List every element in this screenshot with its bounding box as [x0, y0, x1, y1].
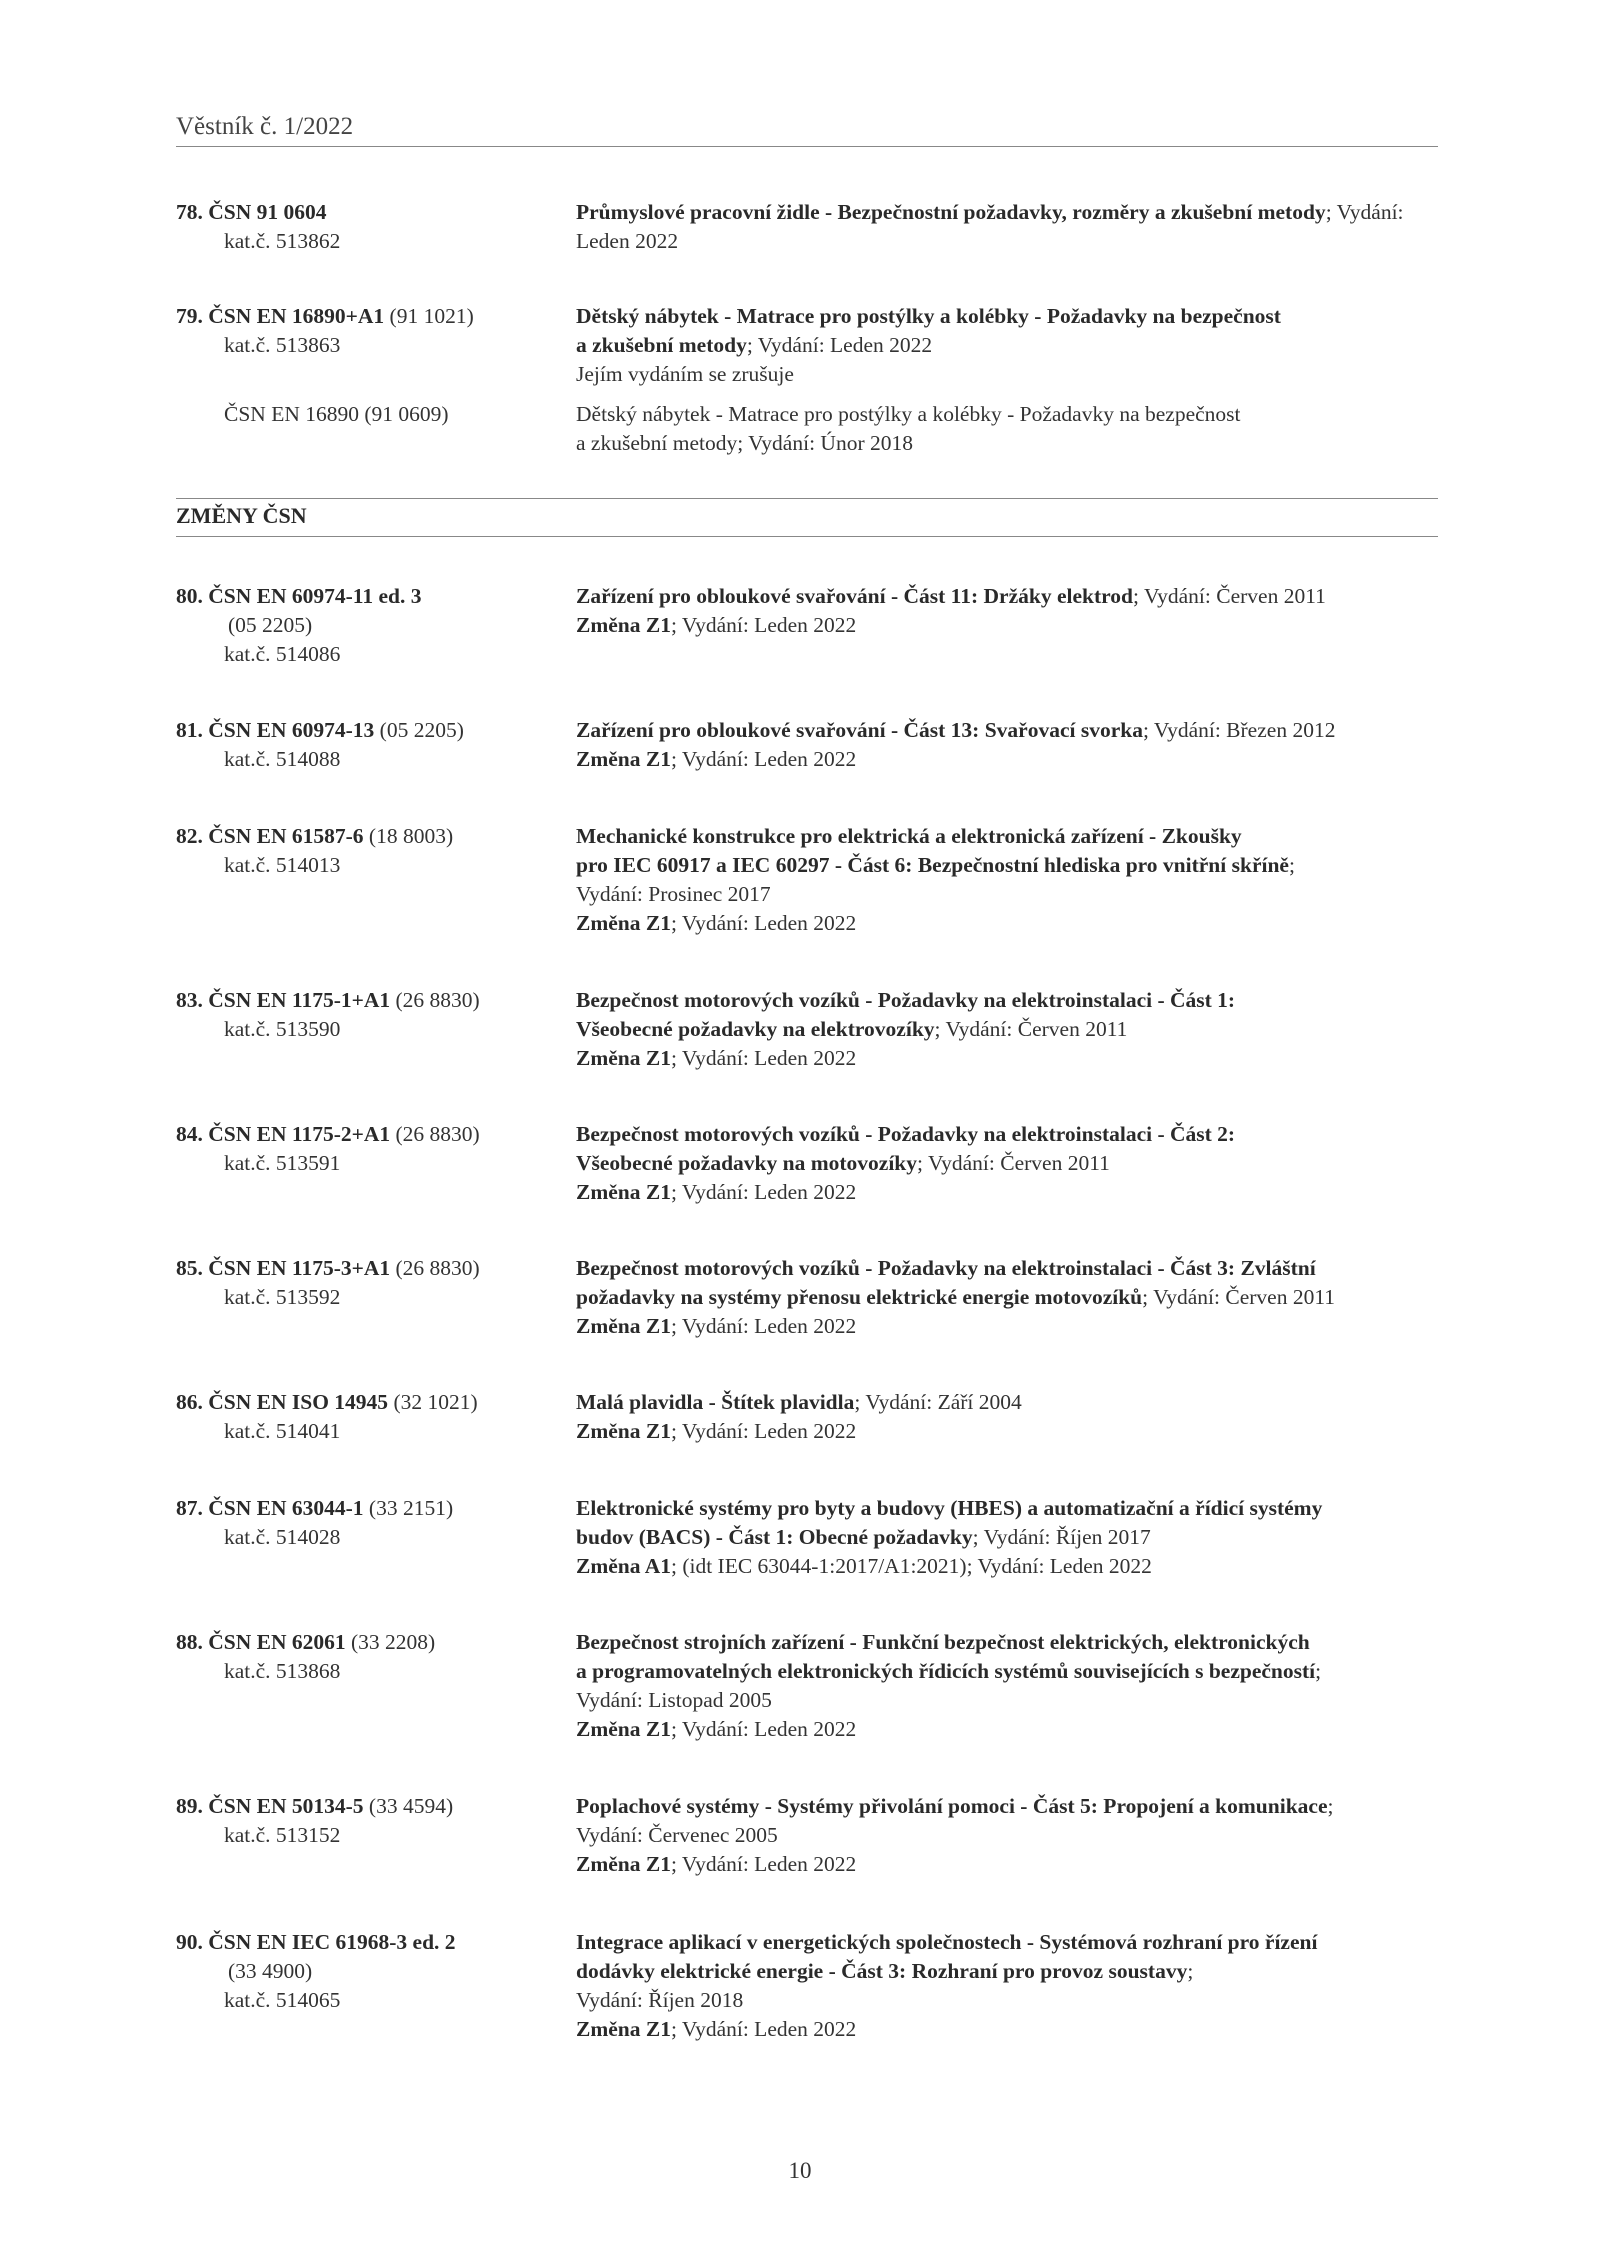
entry-id-column	[176, 1388, 566, 1446]
amendment-edition: ; Vydání: Leden 2022	[670, 613, 857, 637]
entry-number: 85.	[176, 1256, 203, 1280]
entry-number: 79.	[176, 304, 203, 328]
standard-title-line-1: Mechanické konstrukce pro elektrická a elektronická zařízení - Zkoušky	[576, 824, 1242, 848]
edition-info: ; Vydání: Září 2004	[854, 1390, 1022, 1414]
classification: (91 1021)	[384, 304, 474, 328]
amendment-edition: ; Vydání: Leden 2022	[670, 1717, 857, 1741]
edition-info: Vydání: Říjen 2018	[576, 1988, 744, 2012]
amendment-label: Změna Z1	[576, 2017, 671, 2041]
entry-description	[576, 198, 1456, 256]
standard-title-line-1: Bezpečnost motorových vozíků - Požadavky na elektroinstalaci - Část 3: Zvláštní	[576, 1256, 1316, 1280]
standard-code: ČSN EN 61587-6	[208, 824, 364, 848]
catalog-number: kat.č. 514013	[224, 853, 341, 877]
standard-title-line-1: Bezpečnost motorových vozíků - Požadavky na elektroinstalaci - Část 2:	[576, 1122, 1236, 1146]
entry-number: 83.	[176, 988, 203, 1012]
catalog-number: kat.č. 513591	[224, 1151, 341, 1175]
title-punctuation: ;	[1327, 1794, 1334, 1818]
standard-title-line-1: Elektronické systémy pro byty a budovy (HBES) a automatizační a řídicí systémy	[576, 1496, 1323, 1520]
standard-title-line-2: požadavky na systémy přenosu elektrické energie motovozíků	[576, 1285, 1143, 1309]
entry-number: 78.	[176, 200, 203, 224]
cancelled-title-line-2: a zkušební metody; Vydání: Únor 2018	[576, 431, 913, 455]
edition-info: ; Vydání: Červen 2011	[917, 1151, 1110, 1175]
entry-description	[576, 1254, 1456, 1341]
entry-number: 88.	[176, 1630, 203, 1654]
title-punctuation: ;	[1288, 853, 1295, 877]
standard-title: Poplachové systémy - Systémy přivolání pomoci - Část 5: Propojení a komunikace	[576, 1794, 1328, 1818]
entry-description	[576, 1494, 1456, 1581]
standard-title-line-2: budov (BACS) - Část 1: Obecné požadavky	[576, 1525, 973, 1549]
entry-description	[576, 1628, 1456, 1744]
entry-number: 84.	[176, 1122, 203, 1146]
standard-code: ČSN EN 63044-1	[208, 1496, 364, 1520]
standard-title-line-2: pro IEC 60917 a IEC 60297 - Část 6: Bezpečnostní hlediska pro vnitřní skříně	[576, 853, 1289, 877]
entry-id-column	[176, 986, 566, 1044]
entry-description	[576, 1388, 1456, 1446]
entry-id-column	[176, 716, 566, 774]
amendment-label: Změna Z1	[576, 911, 671, 935]
classification: (33 4594)	[363, 1794, 454, 1818]
catalog-number: kat.č. 513152	[224, 1823, 341, 1847]
catalog-number: kat.č. 514028	[224, 1525, 341, 1549]
standard-title-line-2: a zkušební metody	[576, 333, 747, 357]
standard-title-line-1: Bezpečnost motorových vozíků - Požadavky na elektroinstalaci - Část 1:	[576, 988, 1236, 1012]
entry-number: 90.	[176, 1930, 203, 1954]
entry-number: 89.	[176, 1794, 203, 1818]
classification: (33 2151)	[363, 1496, 454, 1520]
edition-info: ; Vydání: Leden 2022	[576, 200, 1404, 253]
title-punctuation: ;	[1187, 1959, 1194, 1983]
catalog-number: kat.č. 514041	[224, 1419, 341, 1443]
entry-number: 87.	[176, 1496, 203, 1520]
amendment-label: Změna Z1	[576, 747, 671, 771]
amendment-edition: ; Vydání: Leden 2022	[670, 2017, 857, 2041]
standard-code: ČSN EN 1175-2+A1	[208, 1122, 391, 1146]
standard-title: Zařízení pro obloukové svařování - Část 13: Svařovací svorka	[576, 718, 1143, 742]
classification: (26 8830)	[390, 1256, 480, 1280]
standard-title-line-1: Dětský nábytek - Matrace pro postýlky a kolébky - Požadavky na bezpečnost	[576, 304, 1281, 328]
standard-code: ČSN EN 50134-5	[208, 1794, 364, 1818]
catalog-number: kat.č. 513863	[224, 333, 341, 357]
standard-title-line-2: Všeobecné požadavky na motovozíky	[576, 1151, 918, 1175]
entry-id-column	[176, 198, 566, 256]
amendment-label: Změna Z1	[576, 1419, 671, 1443]
entry-number: 81.	[176, 718, 203, 742]
edition-info: Vydání: Listopad 2005	[576, 1688, 772, 1712]
edition-info: ; Vydání: Červen 2011	[934, 1017, 1128, 1041]
entry-number: 80.	[176, 584, 203, 608]
catalog-number: kat.č. 513862	[224, 229, 341, 253]
classification: (32 1021)	[388, 1390, 478, 1414]
amendment-edition: ; Vydání: Leden 2022	[670, 1852, 857, 1876]
classification: (18 8003)	[363, 824, 454, 848]
section-title: ZMĚNY ČSN	[176, 503, 307, 528]
standard-code: ČSN EN 1175-1+A1	[208, 988, 391, 1012]
standard-code: ČSN EN IEC 61968-3 ed. 2	[208, 1930, 456, 1954]
entry-id-column	[176, 1628, 566, 1686]
amendment-edition: ; Vydání: Leden 2022	[670, 1180, 857, 1204]
classification: (26 8830)	[390, 1122, 480, 1146]
catalog-number: kat.č. 514086	[224, 642, 341, 666]
standard-code: ČSN EN 1175-3+A1	[208, 1256, 391, 1280]
cancellation-note: Jejím vydáním se zrušuje	[576, 362, 794, 386]
edition-info: Vydání: Červenec 2005	[576, 1823, 778, 1847]
standard-code: ČSN EN 60974-13	[208, 718, 375, 742]
standard-title-line-2: a programovatelných elektronických řídicích systémů souvisejících s bezpečností	[576, 1659, 1316, 1683]
edition-info: Vydání: Prosinec 2017	[576, 882, 771, 906]
entry-description	[576, 1120, 1456, 1207]
entry-id-column	[176, 1254, 566, 1312]
entry-id-column	[176, 302, 566, 360]
standard-code: ČSN EN 16890+A1	[208, 304, 385, 328]
standard-code: ČSN EN 60974-11 ed. 3	[208, 584, 422, 608]
catalog-number: kat.č. 513590	[224, 1017, 341, 1041]
entry-id-column	[176, 1928, 566, 2015]
amendment-label: Změna Z1	[576, 1852, 671, 1876]
entry-description	[576, 822, 1456, 938]
amendment-label: Změna Z1	[576, 1046, 671, 1070]
entry-description	[576, 716, 1456, 774]
catalog-number: kat.č. 514088	[224, 747, 341, 771]
classification: (05 2205)	[374, 718, 464, 742]
title-punctuation: ;	[1315, 1659, 1322, 1683]
standard-title-line-2: dodávky elektrické energie - Část 3: Rozhraní pro provoz soustavy	[576, 1959, 1188, 1983]
amendment-edition: ; Vydání: Leden 2022	[670, 747, 857, 771]
cancelled-standard-description	[576, 400, 1456, 458]
amendment-label: Změna A1	[576, 1554, 671, 1578]
edition-info: ; Vydání: Březen 2012	[1142, 718, 1336, 742]
standard-code: ČSN EN 62061	[208, 1630, 346, 1654]
cancelled-standard-code: ČSN EN 16890 (91 0609)	[224, 402, 449, 426]
page-number: 10	[788, 2158, 812, 2183]
amendment-edition: ; Vydání: Leden 2022	[670, 1314, 857, 1338]
amendment-edition: ; (idt IEC 63044-1:2017/A1:2021); Vydání: Leden 2022	[670, 1554, 1152, 1578]
entry-description	[576, 986, 1456, 1073]
catalog-number: kat.č. 513592	[224, 1285, 341, 1309]
cancelled-title-line-1: Dětský nábytek - Matrace pro postýlky a kolébky - Požadavky na bezpečnost	[576, 402, 1241, 426]
edition-info: ; Vydání: Leden 2022	[746, 333, 933, 357]
section-rule-bottom	[176, 536, 1438, 537]
standard-title: Zařízení pro obloukové svařování - Část 11: Držáky elektrod	[576, 584, 1134, 608]
entry-id-column	[176, 1792, 566, 1850]
entry-description	[576, 1792, 1456, 1879]
amendment-label: Změna Z1	[576, 1717, 671, 1741]
entry-description	[576, 302, 1456, 389]
standard-title-line-1: Integrace aplikací v energetických společnostech - Systémová rozhraní pro řízení	[576, 1930, 1318, 1954]
classification: (33 4900)	[228, 1959, 313, 1983]
amendment-edition: ; Vydání: Leden 2022	[670, 1419, 857, 1443]
classification: (26 8830)	[390, 988, 480, 1012]
entry-id-column	[176, 1120, 566, 1178]
entry-id-column	[176, 1494, 566, 1552]
standard-code: ČSN 91 0604	[208, 200, 327, 224]
amendment-edition: ; Vydání: Leden 2022	[670, 911, 857, 935]
entry-id-column	[176, 582, 566, 669]
entry-id-column	[176, 822, 566, 880]
standard-title-line-2: Všeobecné požadavky na elektrovozíky	[576, 1017, 935, 1041]
amendment-label: Změna Z1	[576, 1314, 671, 1338]
catalog-number: kat.č. 513868	[224, 1659, 341, 1683]
classification: (05 2205)	[228, 613, 313, 637]
edition-info: ; Vydání: Říjen 2017	[972, 1525, 1151, 1549]
amendment-label: Změna Z1	[576, 613, 671, 637]
amendment-edition: ; Vydání: Leden 2022	[670, 1046, 857, 1070]
entry-number: 82.	[176, 824, 203, 848]
entry-description	[576, 582, 1456, 640]
standard-title-line-1: Bezpečnost strojních zařízení - Funkční bezpečnost elektrických, elektronických	[576, 1630, 1310, 1654]
section-rule-top	[176, 498, 1438, 499]
standard-title: Průmyslové pracovní židle - Bezpečnostní požadavky, rozměry a zkušební metody	[576, 200, 1326, 224]
edition-info: ; Vydání: Červen 2011	[1133, 584, 1326, 608]
header-rule	[176, 146, 1438, 147]
amendment-label: Změna Z1	[576, 1180, 671, 1204]
page-header-title: Věstník č. 1/2022	[176, 113, 354, 140]
entry-number: 86.	[176, 1390, 203, 1414]
standard-title: Malá plavidla - Štítek plavidla	[576, 1390, 855, 1414]
catalog-number: kat.č. 514065	[224, 1988, 341, 2012]
classification: (33 2208)	[345, 1630, 436, 1654]
edition-info: ; Vydání: Červen 2011	[1142, 1285, 1336, 1309]
entry-description	[576, 1928, 1456, 2044]
standard-code: ČSN EN ISO 14945	[208, 1390, 389, 1414]
